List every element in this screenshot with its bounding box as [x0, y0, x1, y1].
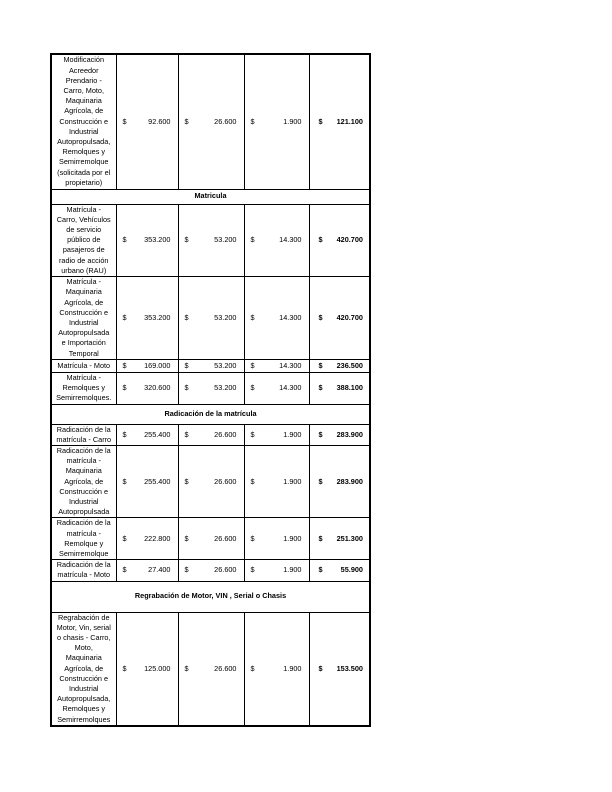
currency-symbol: $ [184, 663, 189, 673]
amount: 26.600 [214, 116, 237, 126]
currency-symbol: $ [184, 235, 189, 245]
section-title: Regrabación de Motor, VIN , Serial o Chasis [51, 581, 370, 612]
concept-cell [51, 612, 116, 726]
concept-line: Agrícola, de [64, 106, 104, 116]
value-cell [116, 372, 178, 404]
value-cell [116, 445, 178, 517]
value-cell [116, 612, 178, 726]
amount: 420.700 [336, 312, 363, 322]
concept-line: Construcción e [59, 307, 109, 317]
concept-line: radio de acción [59, 255, 109, 265]
amount: 26.600 [214, 533, 237, 543]
value-cell [244, 54, 309, 189]
amount: 420.700 [336, 235, 363, 245]
currency-symbol: $ [184, 312, 189, 322]
amount: 255.400 [144, 476, 171, 486]
value-cell [116, 424, 178, 445]
concept-line: Regrabación de [57, 612, 110, 622]
total-cell [309, 372, 370, 404]
currency-symbol: $ [250, 235, 255, 245]
amount: 26.600 [214, 663, 237, 673]
amount: 125.000 [144, 663, 171, 673]
value-cell [244, 359, 309, 372]
currency-symbol: $ [318, 663, 323, 673]
table-row [51, 612, 370, 726]
amount: 283.900 [336, 476, 363, 486]
currency-symbol: $ [184, 533, 189, 543]
value-cell [244, 612, 309, 726]
value-cell [244, 372, 309, 404]
value-cell [178, 445, 244, 517]
section-header-row [51, 581, 370, 612]
concept-line: Remolque y [64, 538, 104, 548]
concept-cell [51, 276, 116, 359]
amount: 26.600 [214, 565, 237, 575]
amount: 14.300 [279, 383, 302, 393]
concept-line: Temporal [68, 348, 99, 358]
table-row [51, 560, 370, 581]
value-cell [178, 518, 244, 560]
value-cell [244, 560, 309, 581]
concept-line: Matrícula - [66, 204, 101, 214]
total-cell [309, 560, 370, 581]
concept-line: Matrícula - Moto [57, 360, 111, 370]
amount: 255.400 [144, 429, 171, 439]
concept-line: (solicitada por el [57, 167, 111, 177]
currency-symbol: $ [122, 116, 127, 126]
value-cell [244, 518, 309, 560]
currency-symbol: $ [250, 565, 255, 575]
currency-symbol: $ [318, 533, 323, 543]
value-cell [116, 359, 178, 372]
amount: 26.600 [214, 429, 237, 439]
concept-line: Construcción e [59, 486, 109, 496]
concept-cell [51, 204, 116, 276]
value-cell [244, 204, 309, 276]
amount: 353.200 [144, 235, 171, 245]
concept-line: Autopropulsada, [57, 137, 111, 147]
value-cell [178, 424, 244, 445]
total-cell [309, 424, 370, 445]
concept-line: Matrícula - [66, 277, 101, 287]
currency-symbol: $ [184, 476, 189, 486]
total-cell [309, 54, 370, 189]
section-header-row [51, 189, 370, 204]
fee-table-body [51, 54, 370, 726]
amount: 283.900 [336, 429, 363, 439]
concept-cell [51, 560, 116, 581]
currency-symbol: $ [122, 663, 127, 673]
concept-line: propietario) [65, 177, 103, 187]
amount: 14.300 [279, 360, 302, 370]
amount: 27.400 [148, 565, 171, 575]
amount: 153.500 [336, 663, 363, 673]
concept-line: Semirremolques [57, 714, 111, 724]
value-cell [178, 612, 244, 726]
total-cell [309, 445, 370, 517]
amount: 1.900 [283, 116, 302, 126]
concept-line: matrícula - [66, 528, 101, 538]
concept-line: Semirremolques. [56, 393, 112, 403]
concept-line: Semirremolque [59, 548, 109, 558]
amount: 121.100 [336, 116, 363, 126]
amount: 388.100 [336, 383, 363, 393]
concept-line: Industrial [68, 684, 99, 693]
amount: 1.900 [283, 429, 302, 439]
table-row [51, 276, 370, 359]
total-cell [309, 276, 370, 359]
currency-symbol: $ [122, 429, 127, 439]
currency-symbol: $ [318, 360, 323, 370]
concept-line: Radicación de la [56, 424, 111, 434]
amount: 222.800 [144, 533, 171, 543]
currency-symbol: $ [122, 533, 127, 543]
amount: 169.000 [144, 360, 171, 370]
currency-symbol: $ [184, 565, 189, 575]
concept-line: de servicio [66, 224, 102, 234]
amount: 53.200 [214, 312, 237, 322]
table-row [51, 518, 370, 560]
concept-line: Agrícola, de [64, 663, 104, 673]
concept-line: Autopropulsada, [57, 694, 111, 704]
currency-symbol: $ [250, 360, 255, 370]
amount: 1.900 [283, 565, 302, 575]
concept-line: Agrícola, de [64, 476, 104, 486]
currency-symbol: $ [122, 360, 127, 370]
concept-line: Moto, [74, 643, 93, 653]
concept-line: Maquinaria [65, 96, 102, 106]
value-cell [178, 54, 244, 189]
concept-line: Modificación [63, 55, 105, 65]
table-row [51, 54, 370, 189]
total-cell [309, 359, 370, 372]
amount: 14.300 [279, 235, 302, 245]
concept-line: Remolques y [62, 383, 106, 393]
concept-line: urbano (RAU) [61, 265, 107, 275]
currency-symbol: $ [122, 235, 127, 245]
concept-line: Motor, Vin, serial [56, 622, 111, 632]
concept-line: matrícula - Carro [56, 434, 112, 444]
amount: 1.900 [283, 663, 302, 673]
currency-symbol: $ [250, 383, 255, 393]
value-cell [116, 276, 178, 359]
concept-cell [51, 54, 116, 189]
concept-line: Agrícola, de [64, 297, 104, 307]
concept-line: público de [67, 235, 101, 245]
concept-line: matrícula - [66, 456, 101, 466]
fee-table [50, 53, 371, 727]
value-cell [244, 445, 309, 517]
concept-line: Industrial [68, 496, 99, 506]
table-row [51, 445, 370, 517]
amount: 55.900 [340, 565, 363, 575]
currency-symbol: $ [184, 360, 189, 370]
amount: 53.200 [214, 383, 237, 393]
currency-symbol: $ [184, 429, 189, 439]
amount: 1.900 [283, 533, 302, 543]
value-cell [178, 560, 244, 581]
concept-line: Acreedor [68, 65, 99, 75]
concept-cell [51, 445, 116, 517]
concept-line: Remolques y [62, 147, 106, 157]
section-header-row [51, 404, 370, 424]
amount: 53.200 [214, 360, 237, 370]
concept-line: Construcción e [59, 673, 109, 683]
amount: 14.300 [279, 312, 302, 322]
table-row [51, 372, 370, 404]
table-row [51, 359, 370, 372]
table-row [51, 424, 370, 445]
currency-symbol: $ [250, 663, 255, 673]
concept-line: Construcción e [59, 116, 109, 126]
currency-symbol: $ [122, 312, 127, 322]
concept-line: Carro, Moto, [63, 86, 105, 96]
currency-symbol: $ [250, 533, 255, 543]
concept-line: Maquinaria [65, 287, 102, 297]
concept-line: e Importación [61, 338, 106, 348]
value-cell [116, 518, 178, 560]
currency-symbol: $ [122, 383, 127, 393]
amount: 92.600 [148, 116, 171, 126]
table-row [51, 204, 370, 276]
concept-line: Radicación de la [56, 518, 111, 528]
amount: 1.900 [283, 476, 302, 486]
amount: 353.200 [144, 312, 171, 322]
concept-line: Industrial [68, 126, 99, 136]
concept-cell [51, 372, 116, 404]
value-cell [244, 276, 309, 359]
concept-line: Autopropulsada [58, 328, 110, 338]
value-cell [244, 424, 309, 445]
total-cell [309, 612, 370, 726]
value-cell [116, 54, 178, 189]
total-cell [309, 518, 370, 560]
concept-line: Radicación de la [56, 560, 111, 570]
concept-line: Matrícula - [66, 372, 101, 382]
amount: 26.600 [214, 476, 237, 486]
currency-symbol: $ [122, 476, 127, 486]
currency-symbol: $ [318, 476, 323, 486]
currency-symbol: $ [318, 565, 323, 575]
currency-symbol: $ [250, 476, 255, 486]
concept-cell [51, 518, 116, 560]
currency-symbol: $ [318, 429, 323, 439]
total-cell [309, 204, 370, 276]
concept-line: Semirremolque [59, 157, 109, 167]
currency-symbol: $ [122, 565, 127, 575]
currency-symbol: $ [184, 116, 189, 126]
currency-symbol: $ [250, 116, 255, 126]
concept-cell [51, 424, 116, 445]
concept-line: Maquinaria [65, 653, 102, 663]
section-title: Radicación de la matrícula [51, 404, 370, 424]
value-cell [178, 372, 244, 404]
value-cell [116, 560, 178, 581]
concept-line: Autopropulsada [58, 507, 110, 517]
currency-symbol: $ [318, 383, 323, 393]
concept-line: Remolques y [62, 704, 106, 714]
concept-line: Radicación de la [56, 445, 111, 455]
currency-symbol: $ [318, 312, 323, 322]
amount: 53.200 [214, 235, 237, 245]
concept-line: Carro, Vehículos [56, 214, 111, 224]
currency-symbol: $ [184, 383, 189, 393]
concept-line: o chasis - Carro, [56, 632, 111, 642]
concept-line: pasajeros de [62, 245, 105, 255]
currency-symbol: $ [250, 429, 255, 439]
value-cell [178, 359, 244, 372]
currency-symbol: $ [250, 312, 255, 322]
currency-symbol: $ [318, 116, 323, 126]
value-cell [178, 276, 244, 359]
section-title: Matricula [51, 189, 370, 204]
concept-line: Industrial [68, 317, 99, 327]
concept-line: Prendario - [65, 75, 102, 85]
concept-line: Maquinaria [65, 466, 102, 476]
value-cell [178, 204, 244, 276]
amount: 236.500 [336, 360, 363, 370]
amount: 320.600 [144, 383, 171, 393]
concept-cell [51, 359, 116, 372]
amount: 251.300 [336, 533, 363, 543]
value-cell [116, 204, 178, 276]
currency-symbol: $ [318, 235, 323, 245]
concept-line: matrícula - Moto [57, 570, 111, 580]
